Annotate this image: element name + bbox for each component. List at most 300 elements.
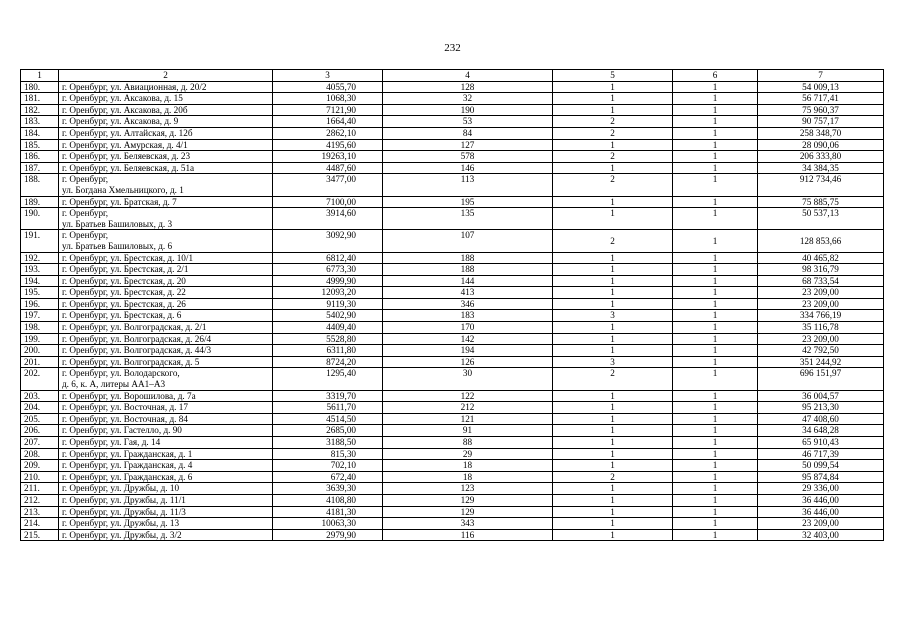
address-line: г. Оренбург, ул. Алтайская, д. 12б xyxy=(62,127,193,138)
address-cell xyxy=(59,413,273,425)
data-table xyxy=(20,69,884,541)
col6-cell: 1 xyxy=(673,529,758,541)
row-number-cell: 186. xyxy=(21,151,59,163)
address-line: г. Оренбург, ул. Аксакова, д. 15 xyxy=(62,93,183,104)
row-number-cell: 204. xyxy=(21,402,59,414)
col5-cell: 1 xyxy=(553,518,673,530)
col7-cell: 36 446,00 xyxy=(758,506,884,518)
area-cell: 4514,50 xyxy=(273,413,383,425)
address-cell xyxy=(59,275,273,287)
table-row xyxy=(21,437,884,449)
address-cell xyxy=(59,345,273,357)
area-cell: 1664,40 xyxy=(273,116,383,128)
table-row xyxy=(21,196,884,208)
table-row xyxy=(21,93,884,105)
col5-cell: 1 xyxy=(553,460,673,472)
address-cell xyxy=(59,127,273,139)
address-cell xyxy=(59,322,273,334)
col6-cell: 1 xyxy=(673,196,758,208)
address-line: ул. Богдана Хмельницкого, д. 1 xyxy=(62,184,184,195)
area-cell: 4487,60 xyxy=(273,162,383,174)
col7-cell: 56 717,41 xyxy=(758,93,884,105)
table-row xyxy=(21,116,884,128)
area-cell: 9119,30 xyxy=(273,298,383,310)
col5-cell: 1 xyxy=(553,413,673,425)
table-row xyxy=(21,390,884,402)
row-number-cell: 188. xyxy=(21,174,59,196)
col5-cell: 1 xyxy=(553,506,673,518)
col6-cell: 1 xyxy=(673,425,758,437)
address-cell xyxy=(59,162,273,174)
address-cell xyxy=(59,310,273,322)
address-line: г. Оренбург, xyxy=(62,208,109,219)
address-cell xyxy=(59,139,273,151)
col6-cell: 1 xyxy=(673,310,758,322)
address-cell xyxy=(59,494,273,506)
address-cell xyxy=(59,390,273,402)
area-cell: 702,10 xyxy=(273,460,383,472)
address-cell xyxy=(59,196,273,208)
area-cell: 2979,90 xyxy=(273,529,383,541)
col5-cell: 1 xyxy=(553,162,673,174)
address-line: г. Оренбург, ул. Володарского, xyxy=(62,368,180,379)
col5-cell: 1 xyxy=(553,529,673,541)
area-cell: 8724,20 xyxy=(273,356,383,368)
area-cell: 3914,60 xyxy=(273,208,383,230)
col7-cell: 47 408,60 xyxy=(758,413,884,425)
address-line: г. Оренбург, ул. Брестская, д. 20 xyxy=(62,275,186,286)
row-number-cell: 203. xyxy=(21,390,59,402)
col6-cell: 1 xyxy=(673,333,758,345)
address-line: г. Оренбург, ул. Ворошилова, д. 7а xyxy=(62,390,196,401)
area-cell: 12093,20 xyxy=(273,287,383,299)
col6-cell: 1 xyxy=(673,494,758,506)
col5-cell: 1 xyxy=(553,333,673,345)
column-header: 5 xyxy=(553,70,673,82)
row-number-cell: 202. xyxy=(21,368,59,390)
row-number-cell: 180. xyxy=(21,81,59,93)
address-line: д. 6, к. А, литеры АА1–А3 xyxy=(62,379,166,390)
col7-cell: 36 446,00 xyxy=(758,494,884,506)
col7-cell: 95 213,30 xyxy=(758,402,884,414)
address-line: г. Оренбург, ул. Беляевская, д. 23 xyxy=(62,151,191,162)
table-row xyxy=(21,310,884,322)
col6-cell: 1 xyxy=(673,151,758,163)
table-row xyxy=(21,275,884,287)
row-number-cell: 192. xyxy=(21,252,59,264)
col4-cell: 107 xyxy=(383,230,553,252)
col7-cell: 90 757,17 xyxy=(758,116,884,128)
col4-cell: 170 xyxy=(383,322,553,334)
area-cell: 2685,00 xyxy=(273,425,383,437)
col5-cell: 1 xyxy=(553,139,673,151)
col4-cell: 188 xyxy=(383,252,553,264)
col7-cell: 28 090,06 xyxy=(758,139,884,151)
col7-cell: 258 348,70 xyxy=(758,127,884,139)
table-row xyxy=(21,356,884,368)
area-cell: 815,30 xyxy=(273,448,383,460)
col6-cell: 1 xyxy=(673,390,758,402)
col4-cell: 84 xyxy=(383,127,553,139)
col6-cell: 1 xyxy=(673,139,758,151)
col4-cell: 126 xyxy=(383,356,553,368)
col5-cell: 2 xyxy=(553,151,673,163)
row-number-cell: 212. xyxy=(21,494,59,506)
col6-cell: 1 xyxy=(673,81,758,93)
address-line: г. Оренбург, ул. Гражданская, д. 6 xyxy=(62,471,193,482)
table-row xyxy=(21,529,884,541)
area-cell: 3477,00 xyxy=(273,174,383,196)
col6-cell: 1 xyxy=(673,93,758,105)
col4-cell: 32 xyxy=(383,93,553,105)
row-number-cell: 185. xyxy=(21,139,59,151)
column-header: 7 xyxy=(758,70,884,82)
col4-cell: 91 xyxy=(383,425,553,437)
address-cell xyxy=(59,460,273,472)
address-line: г. Оренбург, ул. Амурская, д. 4/1 xyxy=(62,139,188,150)
col4-cell: 122 xyxy=(383,390,553,402)
table-row xyxy=(21,287,884,299)
address-cell xyxy=(59,368,273,390)
address-cell xyxy=(59,287,273,299)
col7-cell: 95 874,84 xyxy=(758,471,884,483)
col7-cell: 34 648,28 xyxy=(758,425,884,437)
col4-cell: 88 xyxy=(383,437,553,449)
col7-cell: 128 853,66 xyxy=(758,230,884,252)
col5-cell: 1 xyxy=(553,322,673,334)
col5-cell: 1 xyxy=(553,494,673,506)
table-row xyxy=(21,322,884,334)
col4-cell: 190 xyxy=(383,104,553,116)
row-number-cell: 183. xyxy=(21,116,59,128)
col6-cell: 1 xyxy=(673,252,758,264)
col5-cell: 1 xyxy=(553,81,673,93)
col6-cell: 1 xyxy=(673,460,758,472)
col4-cell: 123 xyxy=(383,483,553,495)
col5-cell: 2 xyxy=(553,471,673,483)
col6-cell: 1 xyxy=(673,448,758,460)
col4-cell: 413 xyxy=(383,287,553,299)
col7-cell: 50 537,13 xyxy=(758,208,884,230)
column-header: 4 xyxy=(383,70,553,82)
col5-cell: 2 xyxy=(553,174,673,196)
col5-cell: 1 xyxy=(553,390,673,402)
col5-cell: 1 xyxy=(553,93,673,105)
col4-cell: 116 xyxy=(383,529,553,541)
area-cell: 1295,40 xyxy=(273,368,383,390)
col4-cell: 18 xyxy=(383,471,553,483)
col4-cell: 144 xyxy=(383,275,553,287)
col5-cell: 3 xyxy=(553,356,673,368)
area-cell: 19263,10 xyxy=(273,151,383,163)
col5-cell: 1 xyxy=(553,425,673,437)
address-cell xyxy=(59,116,273,128)
col5-cell: 2 xyxy=(553,127,673,139)
col5-cell: 2 xyxy=(553,368,673,390)
table-row xyxy=(21,230,884,252)
address-cell xyxy=(59,298,273,310)
row-number-cell: 211. xyxy=(21,483,59,495)
row-number-cell: 207. xyxy=(21,437,59,449)
area-cell: 4409,40 xyxy=(273,322,383,334)
col4-cell: 183 xyxy=(383,310,553,322)
col6-cell: 1 xyxy=(673,127,758,139)
address-line: г. Оренбург, ул. Брестская, д. 10/1 xyxy=(62,252,194,263)
col6-cell: 1 xyxy=(673,287,758,299)
area-cell: 4108,80 xyxy=(273,494,383,506)
address-cell xyxy=(59,81,273,93)
col6-cell: 1 xyxy=(673,437,758,449)
col5-cell: 3 xyxy=(553,310,673,322)
area-cell: 3639,30 xyxy=(273,483,383,495)
area-cell: 3092,90 xyxy=(273,230,383,252)
address-line: г. Оренбург, ул. Волгоградская, д. 5 xyxy=(62,356,200,367)
row-number-cell: 199. xyxy=(21,333,59,345)
address-cell xyxy=(59,356,273,368)
area-cell: 4055,70 xyxy=(273,81,383,93)
column-header: 3 xyxy=(273,70,383,82)
address-line: г. Оренбург, ул. Брестская, д. 26 xyxy=(62,298,186,309)
address-cell xyxy=(59,402,273,414)
col7-cell: 54 009,13 xyxy=(758,81,884,93)
col5-cell: 1 xyxy=(553,402,673,414)
area-cell: 1068,30 xyxy=(273,93,383,105)
col6-cell: 1 xyxy=(673,402,758,414)
row-number-cell: 209. xyxy=(21,460,59,472)
col7-cell: 98 316,79 xyxy=(758,264,884,276)
address-cell xyxy=(59,264,273,276)
col6-cell: 1 xyxy=(673,518,758,530)
row-number-cell: 195. xyxy=(21,287,59,299)
address-line: г. Оренбург, ул. Брестская, д. 6 xyxy=(62,310,182,321)
table-row xyxy=(21,425,884,437)
address-cell xyxy=(59,529,273,541)
col5-cell: 1 xyxy=(553,287,673,299)
col6-cell: 1 xyxy=(673,413,758,425)
address-cell xyxy=(59,518,273,530)
col6-cell: 1 xyxy=(673,208,758,230)
col6-cell: 1 xyxy=(673,322,758,334)
col4-cell: 30 xyxy=(383,368,553,390)
col6-cell: 1 xyxy=(673,116,758,128)
row-number-cell: 214. xyxy=(21,518,59,530)
table-row xyxy=(21,448,884,460)
table-row xyxy=(21,252,884,264)
col7-cell: 36 004,57 xyxy=(758,390,884,402)
table-row xyxy=(21,518,884,530)
col4-cell: 188 xyxy=(383,264,553,276)
col7-cell: 50 099,54 xyxy=(758,460,884,472)
table-row xyxy=(21,104,884,116)
address-line: г. Оренбург, ул. Дружбы, д. 13 xyxy=(62,518,180,529)
address-line: г. Оренбург, ул. Брестская, д. 2/1 xyxy=(62,264,189,275)
row-number-cell: 181. xyxy=(21,93,59,105)
row-number-cell: 184. xyxy=(21,127,59,139)
row-number-cell: 193. xyxy=(21,264,59,276)
col7-cell: 334 766,19 xyxy=(758,310,884,322)
area-cell: 6773,30 xyxy=(273,264,383,276)
table-row xyxy=(21,471,884,483)
row-number-cell: 208. xyxy=(21,448,59,460)
col4-cell: 146 xyxy=(383,162,553,174)
col7-cell: 65 910,43 xyxy=(758,437,884,449)
table-row xyxy=(21,413,884,425)
col7-cell: 23 209,00 xyxy=(758,298,884,310)
column-header: 6 xyxy=(673,70,758,82)
col7-cell: 696 151,97 xyxy=(758,368,884,390)
table-row xyxy=(21,345,884,357)
area-cell: 3319,70 xyxy=(273,390,383,402)
col7-cell: 29 336,00 xyxy=(758,483,884,495)
col4-cell: 127 xyxy=(383,139,553,151)
address-line: г. Оренбург, ул. Волгоградская, д. 2/1 xyxy=(62,322,207,333)
col4-cell: 346 xyxy=(383,298,553,310)
col4-cell: 135 xyxy=(383,208,553,230)
area-cell: 3188,50 xyxy=(273,437,383,449)
col5-cell: 1 xyxy=(553,483,673,495)
area-cell: 5528,80 xyxy=(273,333,383,345)
col7-cell: 32 403,00 xyxy=(758,529,884,541)
col4-cell: 212 xyxy=(383,402,553,414)
col7-cell: 46 717,39 xyxy=(758,448,884,460)
table-row xyxy=(21,483,884,495)
address-line: г. Оренбург, ул. Волгоградская, д. 44/3 xyxy=(62,345,212,356)
col5-cell: 1 xyxy=(553,264,673,276)
table-row xyxy=(21,506,884,518)
area-cell: 6311,80 xyxy=(273,345,383,357)
address-line: г. Оренбург, ул. Братская, д. 7 xyxy=(62,196,177,207)
area-cell: 7100,00 xyxy=(273,196,383,208)
col6-cell: 1 xyxy=(673,506,758,518)
area-cell: 2862,10 xyxy=(273,127,383,139)
row-number-cell: 197. xyxy=(21,310,59,322)
page-number: 232 xyxy=(444,42,461,54)
table-row xyxy=(21,151,884,163)
address-line: г. Оренбург, ул. Восточная, д. 17 xyxy=(62,402,188,413)
row-number-cell: 182. xyxy=(21,104,59,116)
area-cell: 6812,40 xyxy=(273,252,383,264)
table-row xyxy=(21,402,884,414)
column-header: 2 xyxy=(59,70,273,82)
area-cell: 7121,90 xyxy=(273,104,383,116)
area-cell: 4195,60 xyxy=(273,139,383,151)
row-number-cell: 213. xyxy=(21,506,59,518)
address-line: г. Оренбург, ул. Дружбы, д. 3/2 xyxy=(62,529,182,540)
col7-cell: 75 885,75 xyxy=(758,196,884,208)
col7-cell: 40 465,82 xyxy=(758,252,884,264)
col5-cell: 2 xyxy=(553,116,673,128)
col6-cell: 1 xyxy=(673,356,758,368)
address-cell xyxy=(59,208,273,230)
address-cell xyxy=(59,333,273,345)
col4-cell: 142 xyxy=(383,333,553,345)
col4-cell: 129 xyxy=(383,506,553,518)
row-number-cell: 206. xyxy=(21,425,59,437)
row-number-cell: 198. xyxy=(21,322,59,334)
col7-cell: 912 734,46 xyxy=(758,174,884,196)
col4-cell: 343 xyxy=(383,518,553,530)
address-cell xyxy=(59,252,273,264)
address-cell xyxy=(59,93,273,105)
row-number-cell: 196. xyxy=(21,298,59,310)
address-cell xyxy=(59,448,273,460)
col5-cell: 1 xyxy=(553,437,673,449)
address-line: г. Оренбург, ул. Гражданская, д. 1 xyxy=(62,448,193,459)
col6-cell: 1 xyxy=(673,275,758,287)
row-number-cell: 187. xyxy=(21,162,59,174)
col5-cell: 1 xyxy=(553,208,673,230)
col4-cell: 53 xyxy=(383,116,553,128)
col4-cell: 121 xyxy=(383,413,553,425)
table-row xyxy=(21,298,884,310)
column-header: 1 xyxy=(21,70,59,82)
address-cell xyxy=(59,104,273,116)
header-row xyxy=(21,70,884,82)
col6-cell: 1 xyxy=(673,230,758,252)
address-line: г. Оренбург, ул. Дружбы, д. 11/1 xyxy=(62,494,186,505)
address-line: г. Оренбург, xyxy=(62,230,109,241)
address-cell xyxy=(59,471,273,483)
col6-cell: 1 xyxy=(673,298,758,310)
row-number-cell: 200. xyxy=(21,345,59,357)
address-line: г. Оренбург, ул. Дружбы, д. 10 xyxy=(62,483,180,494)
address-line: ул. Братьев Башиловых, д. 3 xyxy=(62,218,173,229)
row-number-cell: 191. xyxy=(21,230,59,252)
address-line: г. Оренбург, xyxy=(62,174,109,185)
address-line: г. Оренбург, ул. Волгоградская, д. 26/4 xyxy=(62,333,212,344)
table-row xyxy=(21,139,884,151)
row-number-cell: 189. xyxy=(21,196,59,208)
col7-cell: 23 209,00 xyxy=(758,333,884,345)
area-cell: 4181,30 xyxy=(273,506,383,518)
col4-cell: 129 xyxy=(383,494,553,506)
address-cell xyxy=(59,506,273,518)
col6-cell: 1 xyxy=(673,483,758,495)
area-cell: 5402,90 xyxy=(273,310,383,322)
col7-cell: 23 209,00 xyxy=(758,518,884,530)
col5-cell: 1 xyxy=(553,298,673,310)
col5-cell: 1 xyxy=(553,196,673,208)
col7-cell: 68 733,54 xyxy=(758,275,884,287)
col6-cell: 1 xyxy=(673,368,758,390)
row-number-cell: 210. xyxy=(21,471,59,483)
col7-cell: 351 244,92 xyxy=(758,356,884,368)
address-line: г. Оренбург, ул. Гражданская, д. 4 xyxy=(62,460,193,471)
col4-cell: 578 xyxy=(383,151,553,163)
col4-cell: 18 xyxy=(383,460,553,472)
col6-cell: 1 xyxy=(673,471,758,483)
col6-cell: 1 xyxy=(673,345,758,357)
table-row xyxy=(21,264,884,276)
col4-cell: 194 xyxy=(383,345,553,357)
address-cell xyxy=(59,483,273,495)
col4-cell: 29 xyxy=(383,448,553,460)
area-cell: 10063,30 xyxy=(273,518,383,530)
col6-cell: 1 xyxy=(673,174,758,196)
col7-cell: 23 209,00 xyxy=(758,287,884,299)
address-line: г. Оренбург, ул. Аксакова, д. 20б xyxy=(62,104,188,115)
row-number-cell: 194. xyxy=(21,275,59,287)
table-row xyxy=(21,368,884,390)
address-cell xyxy=(59,151,273,163)
table-row xyxy=(21,208,884,230)
address-cell xyxy=(59,230,273,252)
table-row xyxy=(21,81,884,93)
col4-cell: 113 xyxy=(383,174,553,196)
table-row xyxy=(21,460,884,472)
col7-cell: 42 792,50 xyxy=(758,345,884,357)
row-number-cell: 201. xyxy=(21,356,59,368)
